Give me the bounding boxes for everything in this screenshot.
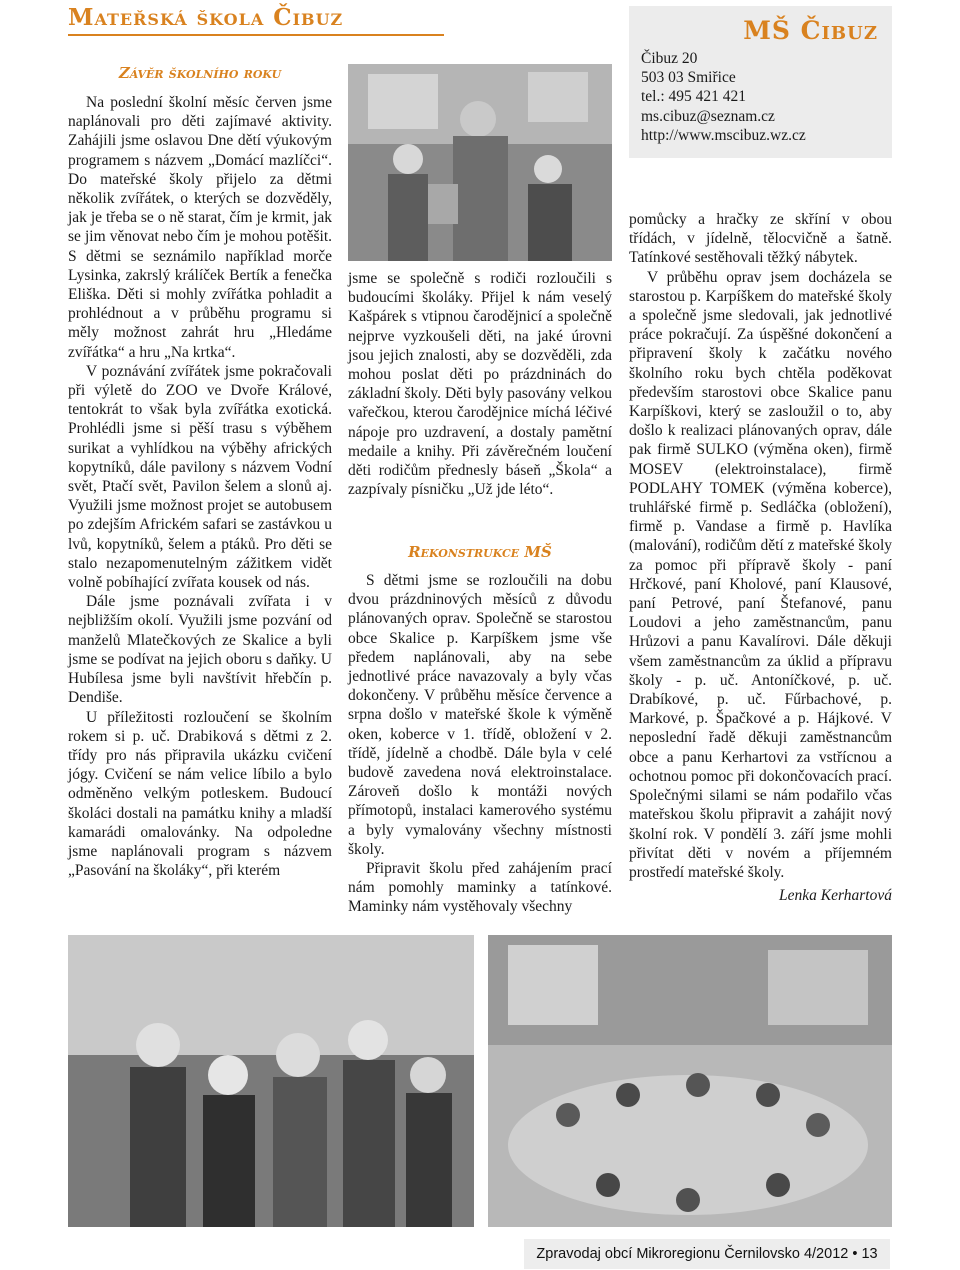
page-footer: Zpravodaj obcí Mikroregionu Černilovsko 4/2012 • 13	[524, 1239, 890, 1269]
right-column	[629, 210, 892, 905]
left-heading: Závěr školního roku	[118, 64, 282, 82]
contact-title: MŠ Čibuz	[743, 16, 878, 45]
middle-column	[348, 269, 612, 499]
middle-paragraph: S dětmi jsme se rozloučili na dobu dvou prázdninových měsíců z důvodu plánovaných oprav. Společně se starostou obce Skalice p. Karpíškem jsme vše předem naplánovali, aby na sebe jednotlivé práce navazovaly a byly včas dokončeny. V průběhu měsíce července a srpna došlo v mateřské škole k výměně oken, koberce v 1. třídě, obložení v 2. třídě, jídelně a chodbě. Dále byla v celé budově zavedena nová elektroinstalace. Zároveň došlo k montáži nových přímotopů, instalaci kamerového systému a byly vymalovány všechny místnosti školy.	[348, 572, 612, 858]
left-column	[68, 93, 332, 880]
contact-email[interactable]: ms.cibuz@seznam.cz	[641, 107, 775, 125]
middle-paragraph: Připravit školu před zahájením prací nám pomohly maminky a tatínkové. Maminky nám vystěhovaly všechny	[348, 860, 612, 916]
left-paragraph: Na poslední školní měsíc červen jsme naplánovali pro děti zajímavé aktivity. Zahájili jsme oslavou Dne dětí výukovým programem s názvem „Domácí mazlíčci“. Do mateřské školy přijelo za dětmi několik zvířátek, o kterých se dozvěděly, jak je třeba se o ně starat, čím je krmit, jak se jim věnovat nebo čím je mohou potěšit. S dětmi se seznámilo například morče Lysinka, zakrslý králíček Bertík a fenečka Eliška. Děti si mohly zvířátka pohladit a prohlédnout a v průběhu programu si měly možnost zahrát hru „Hledáme zvířátka“ a hru „Na krtka“.	[68, 94, 332, 361]
photo-yoga-exercise	[488, 935, 892, 1227]
section-title: Mateřská škola Čibuz	[68, 4, 344, 31]
contact-city: 503 03 Smiřice	[641, 69, 736, 87]
left-paragraph: V poznávání zvířátek jsme pokračovali při výletě do ZOO ve Dvoře Králové, tentokrát to však byla zvířátka exotická. Prohlédli jsme si pěší trasu s výběhem surikat a vyhlídkou na výběhy afrických kopytníků, dále pavilony s názvem Vodní svět, Ptačí svět, Pavilon šelem a slonů aj. Využili jsme možnost projet se autobusem po zdejším Africkém safari se zastávkou u lvů, kopytníků, šelem a ptáků. Pro děti se stalo nezapomenutelným zážitkem vidět volně pobíhající zvířata kousek od nás.	[68, 362, 332, 592]
left-paragraph: U příležitosti rozloučení se školním rokem si p. uč. Drabiková s dětmi z 2. třídy pro nás připravila ukázku cvičení jógy. Cvičení se nám velice líbilo a bylo odměněno velkým potleskem. Budoucí školáci dostali na památku knihy a mladší kamarádi omalovánky. Na odpoledne jsme naplánovali program s názvem „Pasování na školáky“, při kterém	[68, 708, 332, 880]
middle-heading: Rekonstrukce MŠ	[408, 543, 552, 561]
signature: Lenka Kerhartová	[779, 887, 892, 905]
contact-phone: tel.: 495 421 421	[641, 88, 747, 106]
title-rule	[68, 34, 444, 36]
right-paragraph: pomůcky a hračky ze skříní v obou třídách, v jídelně, tělocvičně a šatně. Tatínkové sestěhovali těžký nábytek.	[629, 211, 892, 267]
photo-children-zoo	[68, 935, 474, 1227]
middle-column-2	[348, 571, 612, 917]
contact-website[interactable]: http://www.mscibuz.wz.cz	[641, 126, 806, 144]
contact-address: Čibuz 20	[641, 50, 698, 67]
photo-costume-performance	[348, 64, 612, 261]
left-paragraph: Dále jsme poznávali zvířata i v nejbližším okolí. Využili jsme pozvání od manželů Mlatečkových ze Skalice a byli jsme se podívat na jejich oboru s daňky. U Hubílesa jsme byli navštívit hřebčín p. Dendiše.	[68, 593, 332, 707]
right-paragraph: V průběhu oprav jsem docházela se starostou p. Karpíškem do mateřské školy a společně jsme sledovali, jak jednotlivé práce pokračují. Za úspěšné dokončení a připravení školy k začátku nového školního roku bych chtěla poděkovat především starostovi obce Skalice panu Karpíškovi, který se zasloužil o to, aby došlo k realizaci plánovaných oprav, dále pak firmě SULKO (výměna oken), firmě MOSEV (elektroinstalace), firmě PODLAHY TOMEK (výměna koberce), truhlářské firmě p. Sedláčka (obložení), firmě p. Vandase a firmě p. Havlíka (malování), rodičům dětí z mateřské školy za pomoc při přípravě školy - paní Hrčkové, paní Kholové, paní Klausové, paní Petrové, paní Štefanové, panu Loudovi a jeho zaměstnancům, panu Hrůzovi a panu Kavalírovi. Dále děkuji všem zaměstnancům za úklid a přípravu školy - p. uč. Antoníčkové, p. uč. Drabíkové, p. uč. Fűrbachové, p. Markové, p. Špačkové a p. Hájkové. V neposlední řadě děkuji zaměstnancům obce a panu Kerhartovi za vstřícnou a ochotnou pomoc při dokončovacích prací. Společnými silami se nám podařilo včas mateřskou školu připravit a zahájit nový školní rok. V pondělí 3. září jsme mohli přivítat děti v novém a příjemném prostředí mateřské školy.	[629, 268, 892, 881]
contact-box	[629, 6, 892, 158]
middle-paragraph: jsme se společně s rodiči rozloučili s budoucími školáky. Přijel k nám veselý Kašpárek s vtipnou čarodějnicí a společně nejprve vyzkoušeli děti, na jaké úrovni jsou jejich znalosti, aby se dozvěděli, zda mohou poslat děti po prázdninách do základní školy. Děti byly pasovány velkou vařečkou, kterou čarodějnice míchá léčivé nápoje pro uzdravení, a dostaly pamětní medaile a knihy. Při závěrečném loučení děti rodičům přednesly báseň „Škola“ a zazpívaly písničku „Už jde léto“.	[348, 270, 612, 499]
